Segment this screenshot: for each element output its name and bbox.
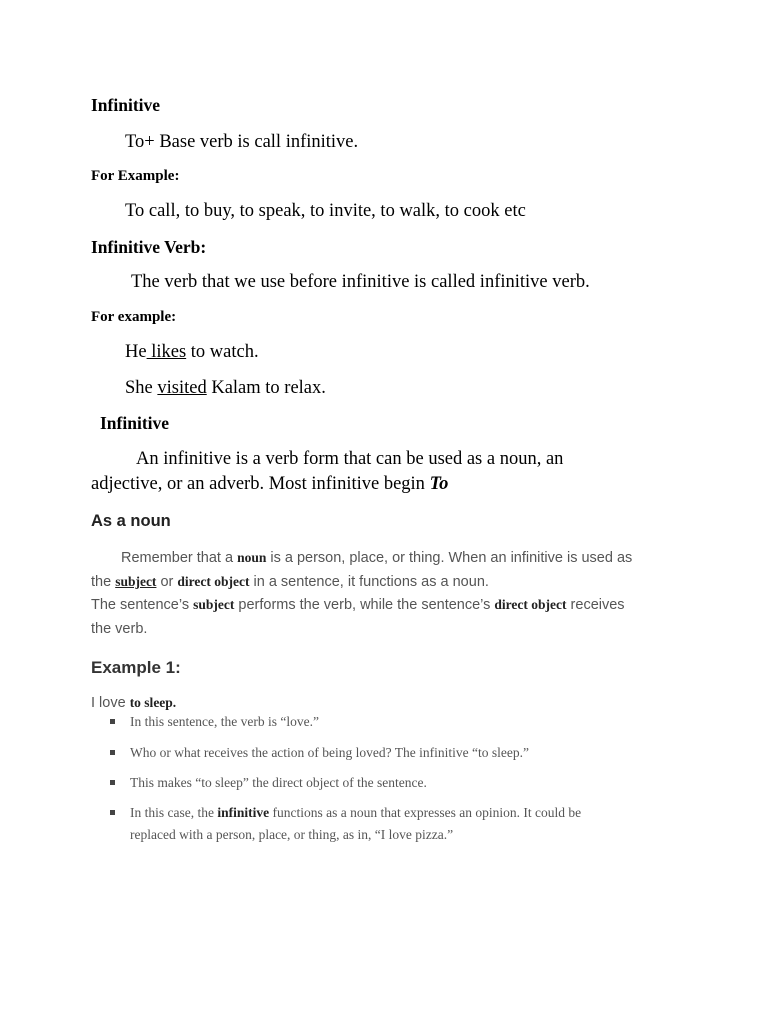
paragraph-line-2: adjective, or an adverb. Most infinitive begin To	[91, 474, 449, 494]
remember-line-2: the subject or direct object in a sentence, it functions as a noun.	[91, 574, 489, 590]
definition-infinitive-verb: The verb that we use before infinitive is called infinitive verb.	[131, 272, 590, 292]
bullet-icon	[110, 780, 115, 785]
subject-link[interactable]: subject	[115, 574, 157, 589]
remember-line-4: the verb.	[91, 621, 148, 637]
for-example-label: For Example:	[91, 168, 180, 184]
paragraph-line-1: An infinitive is a verb form that can be used as a noun, an	[136, 449, 564, 469]
definition-text: To+ Base verb is call infinitive.	[125, 132, 359, 152]
example-1-heading: Example 1:	[91, 658, 181, 677]
bullet-2: Who or what receives the action of being loved? The infinitive “to sleep.”	[130, 745, 529, 760]
bullet-icon	[110, 810, 115, 815]
bullet-4-line-1: In this case, the infinitive functions as a noun that expresses an opinion. It could be	[130, 805, 582, 820]
bullet-1: In this sentence, the verb is “love.”	[130, 714, 319, 729]
example-sentence-1: He likes to watch.	[125, 342, 259, 362]
heading-as-a-noun: As a noun	[91, 512, 171, 530]
bullet-4-line-2: replaced with a person, place, or thing, as in, “I love pizza.”	[130, 827, 454, 842]
example-sentence-2: She visited Kalam to relax.	[125, 378, 326, 398]
heading-infinitive: Infinitive	[91, 95, 161, 115]
example-sentence: I love to sleep.	[91, 695, 177, 711]
example-list: To call, to buy, to speak, to invite, to walk, to cook etc	[125, 201, 526, 221]
bullet-3: This makes “to sleep” the direct object of the sentence.	[130, 775, 427, 790]
heading-infinitive-verb: Infinitive Verb:	[91, 237, 207, 257]
bullet-icon	[110, 750, 115, 755]
for-example-label-2: For example:	[91, 309, 177, 325]
remember-line-3: The sentence’s subject performs the verb, while the sentence’s direct object receives	[91, 597, 625, 613]
bullet-icon	[110, 719, 115, 724]
heading-infinitive-2: Infinitive	[100, 413, 170, 433]
remember-line-1: Remember that a noun is a person, place, or thing. When an infinitive is used as	[121, 550, 633, 566]
